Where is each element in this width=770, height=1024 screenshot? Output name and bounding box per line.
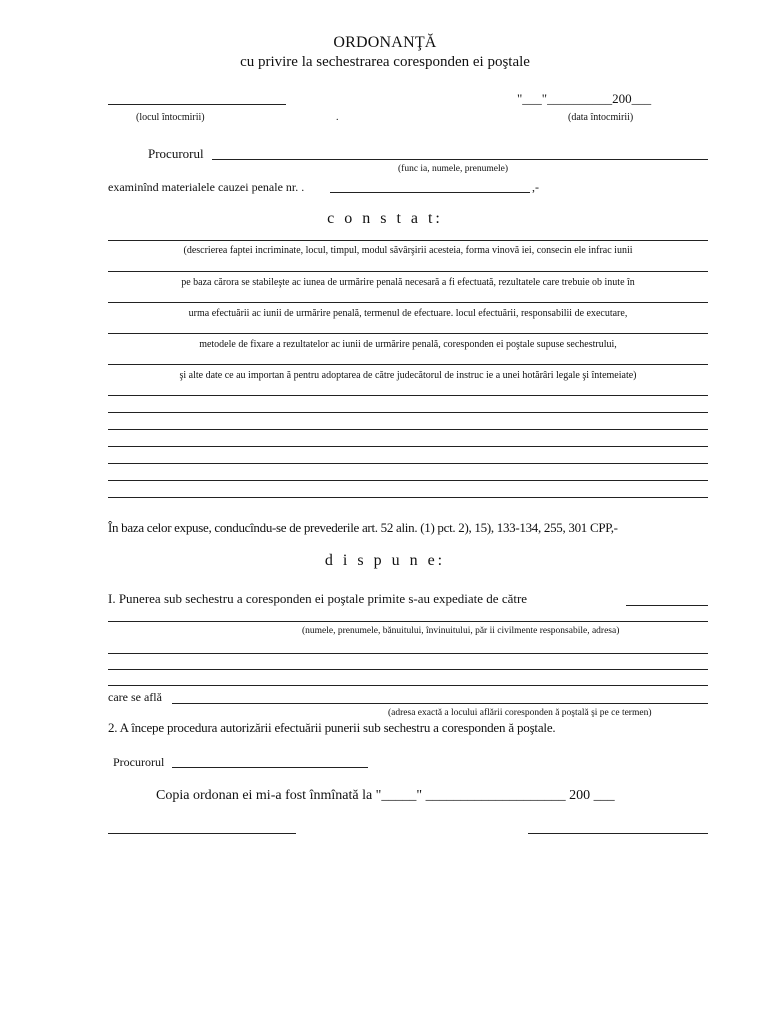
copy-text: Copia ordonan ei mi-a fost înmînată la "_____" ____________________ 200 ___ [156,788,615,803]
blank-line [108,395,708,396]
item-1-text: I. Punerea sub sechestru a coresponden ei poştale primite s-au expediate de către [108,591,528,606]
date-caption: (data întocmirii) [568,112,634,123]
blank-line [108,412,708,413]
signature-line [172,767,368,768]
prosecutor-label: Procurorul [148,146,204,161]
located-caption: (adresa exactă a locului aflării coresponden ă poştală şi pe ce termen) [388,708,652,718]
blank-line [108,669,708,670]
place-line [108,104,286,105]
prosecutor-caption: (func ia, numele, prenumele) [398,164,508,174]
located-line [172,703,708,704]
dispune-heading: d i s p u n e: [324,552,446,569]
item-1-line [626,605,708,606]
prosecutor-line [212,159,708,160]
constat-line-5 [108,364,708,365]
item-2-text: 2. A începe procedura autorizării efectuării punerii sub sechestru a coresponden ă poştale. [108,720,556,735]
constat-heading: c o n s t a t: [327,210,443,227]
blank-line [108,685,708,686]
signature-label: Procurorul [113,755,165,769]
blank-line [108,446,708,447]
case-number-line [330,192,530,193]
date-field: "___"__________200___ [517,91,652,106]
blank-line [108,621,708,622]
constat-line-1 [108,240,708,241]
right-signature-line [528,833,708,834]
document-subtitle: cu privire la sechestrarea coresponden ei poştale [240,54,530,70]
legal-basis: În baza celor expuse, conducîndu-se de prevederile art. 52 alin. (1) pct. 2), 15), 133-134, 255, 301 CPP,- [108,520,618,535]
caption-dot: . [336,112,339,123]
constat-desc-5: şi alte date ce au importan ă pentru adoptarea de către judecătorul de instruc ie a unei hotărâri legale şi întemeiate) [179,370,637,381]
item-1-caption: (numele, prenumele, bănuitului, învinuitului, păr ii civilmente responsabile, adresa) [302,626,620,636]
blank-line [108,653,708,654]
place-caption: (locul întocmirii) [136,112,205,123]
constat-line-4 [108,333,708,334]
examining-text: examinînd materialele cauzei penale nr. . [108,180,305,194]
constat-desc-3: urma efectuării ac iunii de urmărire penală, termenul de efectuare. locul efectuării, responsabilii de executare, [188,308,628,319]
blank-line [108,429,708,430]
blank-line [108,480,708,481]
constat-desc-2: pe baza cărora se stabileşte ac iunea de urmărire penală necesară a fi efectuată, rezultatele care trebuie ob inute în [181,277,635,288]
constat-desc-1: (descrierea faptei incriminate, locul, timpul, modul săvârşirii acesteia, forma vinovă iei, consecin ele infrac iunii [183,245,633,256]
left-signature-line [108,833,296,834]
located-label: care se află [108,690,162,704]
examining-end: ,- [532,180,539,194]
constat-desc-4: metodele de fixare a rezultatelor ac iunii de urmărire penală, coresponden ei poştale supuse sechestrului, [199,339,617,350]
blank-line [108,463,708,464]
document-title: ORDONANŢĂ [333,34,437,51]
constat-line-3 [108,302,708,303]
blank-line [108,497,708,498]
constat-line-2 [108,271,708,272]
